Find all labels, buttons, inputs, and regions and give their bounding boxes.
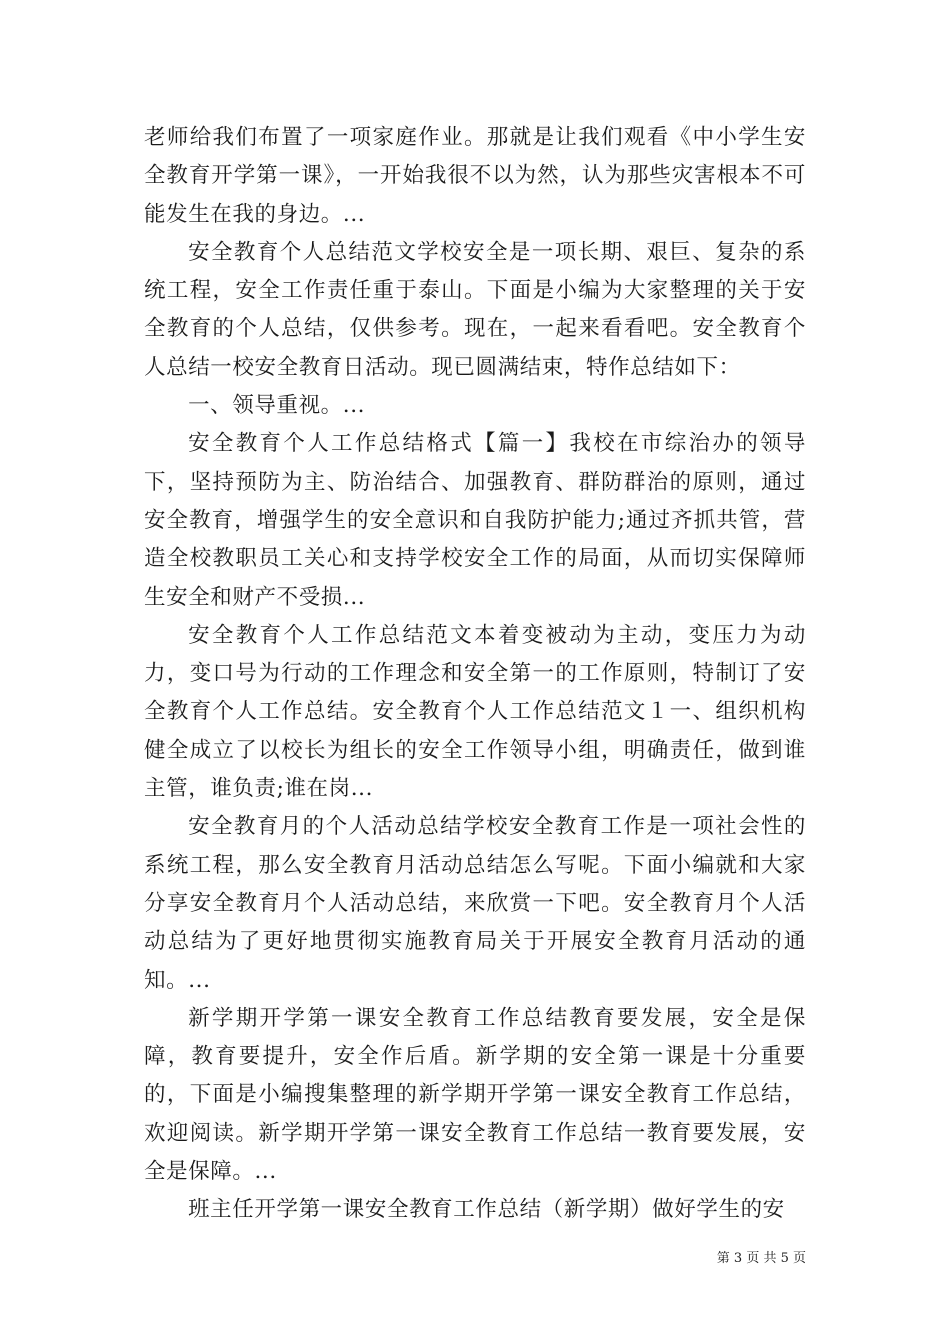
paragraph-1: 老师给我们布置了一项家庭作业。那就是让我们观看《中小学生安全教育开学第一课》，一开始我很不以为然，认为那些灾害根本不可能发生在我的身边。... [144, 125, 806, 227]
document-body [144, 119, 806, 1230]
paragraph-3: 一、领导重视。... [188, 393, 366, 419]
page-number-footer: 第 3 页 共 5 页 [716, 1251, 806, 1266]
paragraph-8: 班主任开学第一课安全教育工作总结（新学期）做好学生的安 [188, 1197, 785, 1223]
paragraph-5: 安全教育个人工作总结范文本着变被动为主动，变压力为动力，变口号为行动的工作理念和安全第一的工作原则，特制订了安全教育个人工作总结。安全教育个人工作总结范文１一、组织机构健全成立了以校长为组长的安全工作领导小组，明确责任，做到谁主管，谁负责;谁在岗... [144, 622, 806, 802]
paragraph-4: 安全教育个人工作总结格式【篇一】我校在市综治办的领导下，坚持预防为主、防治结合、加强教育、群防群治的原则，通过安全教育，增强学生的安全意识和自我防护能力;通过齐抓共管，营造全校教职员工关心和支持学校安全工作的局面，从而切实保障师生安全和财产不受损... [144, 431, 806, 610]
paragraph-7: 新学期开学第一课安全教育工作总结教育要发展，安全是保障，教育要提升，安全作后盾。新学期的安全第一课是十分重要的，下面是小编搜集整理的新学期开学第一课安全教育工作总结，欢迎阅读。新学期开学第一课安全教育工作总结一教育要发展，安全是保障。... [144, 1005, 806, 1185]
paragraph-6: 安全教育月的个人活动总结学校安全教育工作是一项社会性的系统工程，那么安全教育月活动总结怎么写呢。下面小编就和大家分享安全教育月个人活动总结，来欣赏一下吧。安全教育月个人活动总结为了更好地贯彻实施教育局关于开展安全教育月活动的通知。... [144, 814, 806, 993]
paragraph-2: 安全教育个人总结范文学校安全是一项长期、艰巨、复杂的系统工程，安全工作责任重于泰山。下面是小编为大家整理的关于安全教育的个人总结，仅供参考。现在，一起来看看吧。安全教育个人总结一校安全教育日活动。现已圆满结束，特作总结如下： [144, 239, 806, 380]
